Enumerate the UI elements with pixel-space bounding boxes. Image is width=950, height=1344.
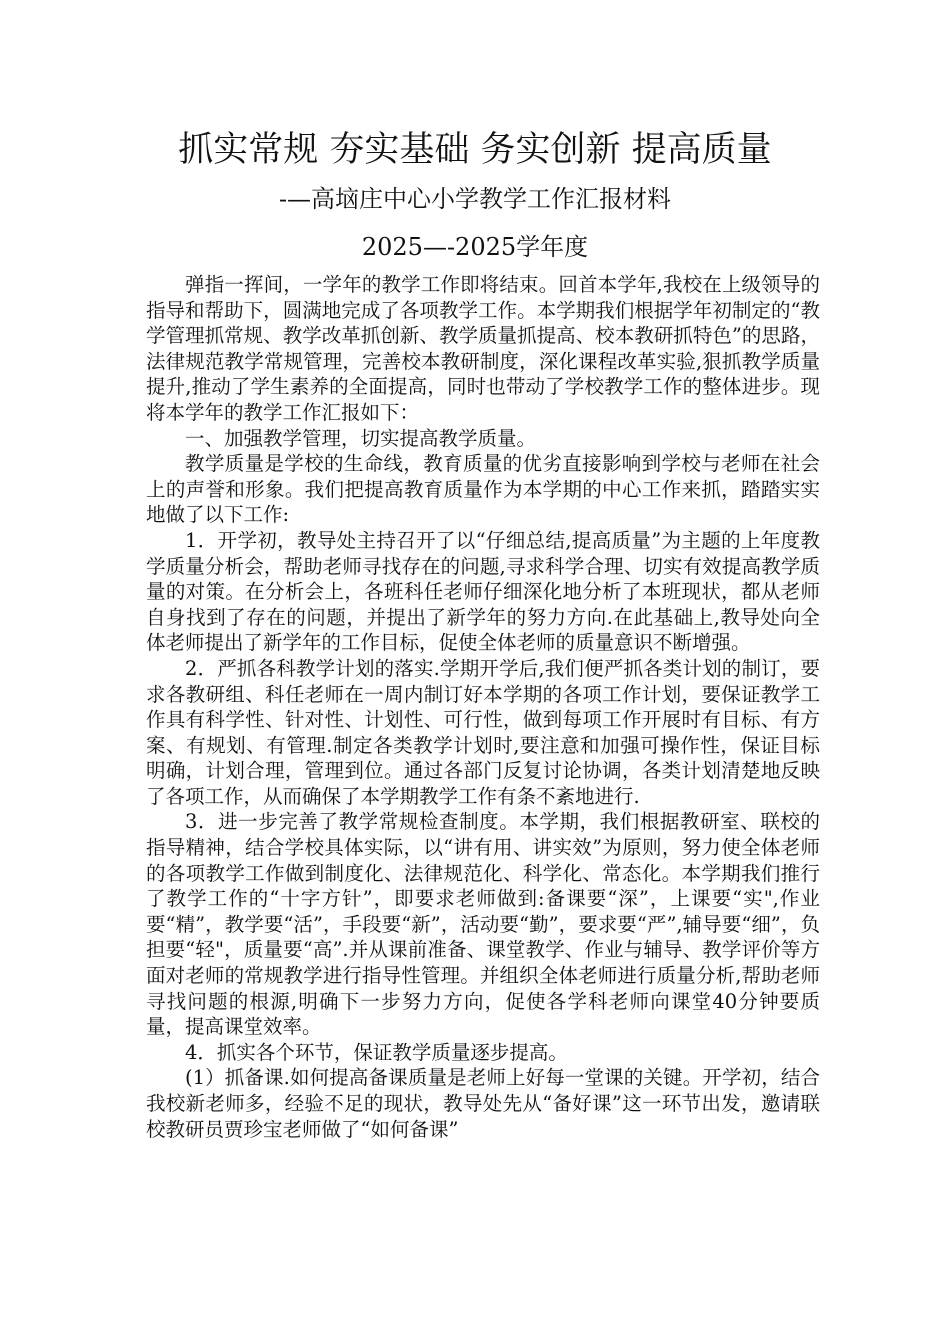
document-subtitle: -—高垴庄中心小学教学工作汇报材料 [278, 185, 672, 213]
paragraph-item-4-1: (1）抓备课.如何提高备课质量是老师上好每一堂课的关键。开学初，结合我校新老师多，经验不足的现状，教导处先从“备好课”这一环节出发，邀请联校教研员贾珍宝老师做了“如何备课” [146, 1066, 820, 1141]
document-body [146, 272, 820, 1142]
paragraph-item-3: 3．进一步完善了教学常规检查制度。本学期，我们根据教研室、联校的指导精神，结合学校具体实际，以“讲有用、讲实效”为原则，努力使全体老师的各项教学工作做到制度化、法律规范化、科学化、常态化。本学期我们推行了教学工作的“十字方针”，即要求老师做到:备课要“深”，上课要“实",作业要“精”，教学要“活”，手段要“新”，活动要“勤”，要求要“严”,辅导要“细”，负担要“轻"，质量要“高”.并从课前准备、课堂教学、作业与辅导、教学评价等方面对老师的常规教学进行指导性管理。并组织全体老师进行质量分析,帮助老师寻找问题的根源,明确下一步努力方向，促使各学科老师向课堂40分钟要质量，提高课堂效率。 [146, 810, 820, 1039]
document-title: 抓实常规 夯实基础 务实创新 提高质量 [178, 130, 772, 170]
paragraph-item-2: 2．严抓各科教学计划的落实.学期开学后,我们便严抓各类计划的制订，要求各教研组、科任老师在一周内制订好本学期的各项工作计划，要保证教学工作具有科学性、针对性、计划性、可行性，做到每项工作开展时有目标、有方案、有规划、有管理.制定各类教学计划时,要注意和加强可操作性，保证目标明确，计划合理，管理到位。通过各部门反复讨论协调，各类计划清楚地反映了各项工作，从而确保了本学期教学工作有条不紊地进行. [146, 656, 820, 808]
section-heading-1: 一、加强教学管理，切实提高教学质量。 [185, 426, 537, 450]
paragraph-item-4: 4．抓实各个环节，保证教学质量逐步提高。 [185, 1040, 568, 1064]
paragraph-intro: 弹指一挥间，一学年的教学工作即将结束。回首本学年,我校在上级领导的指导和帮助下，圆满地完成了各项教学工作。本学期我们根据学年初制定的“教学管理抓常规、教学改革抓创新、教学质量抓提高、校本教研抓特色”的思路，法律规范教学常规管理，完善校本教研制度，深化课程改革实验,狠抓教学质量提升,推动了学生素养的全面提高，同时也带动了学校教学工作的整体进步。现将本学年的教学工作汇报如下： [146, 273, 820, 424]
academic-year: 2025—-2025学年度 [361, 233, 589, 261]
paragraph-item-1: 1．开学初，教导处主持召开了以“仔细总结,提高质量”为主题的上年度教学质量分析会，帮助老师寻找存在的问题,寻求科学合理、切实有效提高教学质量的对策。在分析会上，各班科任老师仔细深化地分析了本班现状，都从老师自身找到了存在的问题，并提出了新学年的努力方向.在此基础上,教导处向全体老师提出了新学年的工作目标，促使全体老师的质量意识不断增强。 [146, 528, 820, 655]
paragraph-quality: 教学质量是学校的生命线，教育质量的优劣直接影响到学校与老师在社会上的声誉和形象。我们把提高教育质量作为本学期的中心工作来抓，踏踏实实地做了以下工作: [146, 452, 820, 527]
